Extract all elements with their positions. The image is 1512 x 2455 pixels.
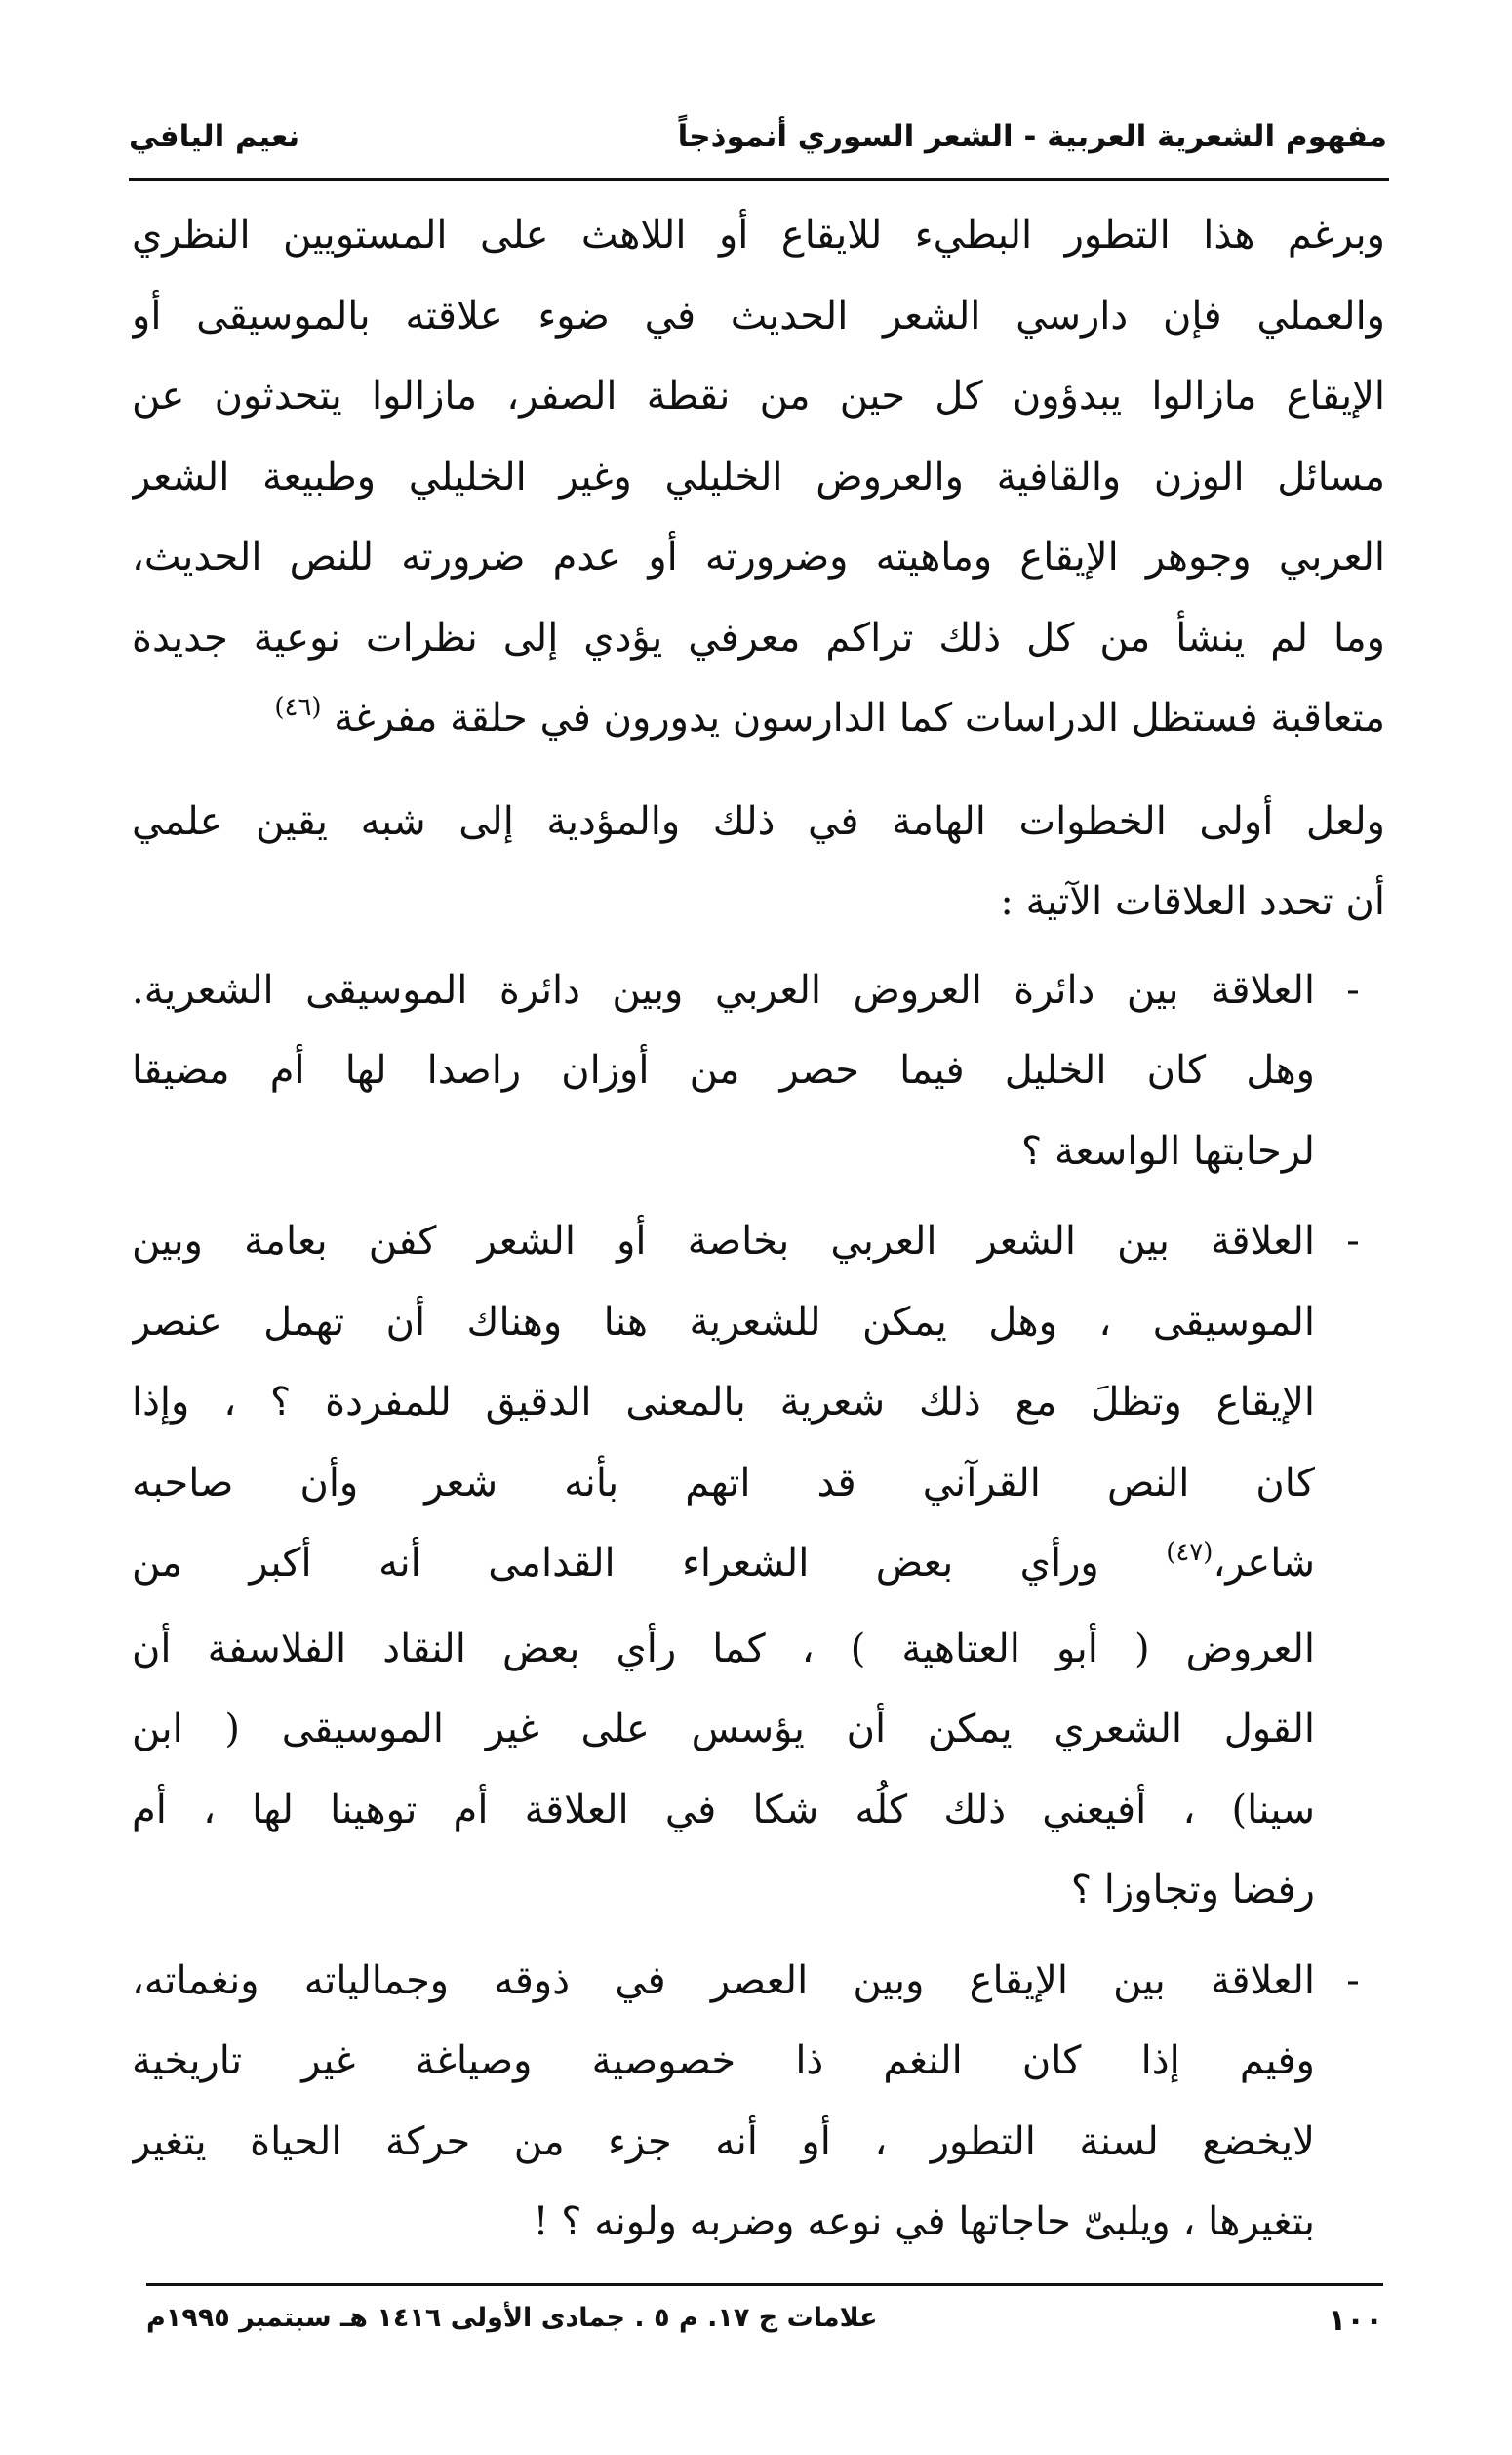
list-item [132,1201,1385,1931]
text-line: رفضا وتجاوزا ؟ [1070,1868,1315,1912]
text-line: وما لم ينشأ من كل ذلك تراكم معرفي يؤدي إلى نظرات نوعية جديدة [132,615,1385,661]
text-line: العلاقة بين الإيقاع وبين العصر في ذوقه وجمالياته ونغماته، [132,1957,1315,2003]
text-line: سينا) ، أفيعني ذلك كلُه شكا في العلاقة أم توهينا لها ، أم [132,1787,1315,1832]
paragraph-gap [132,764,1385,782]
list-dash: - [1346,1957,1360,2003]
text-line-start: شاعر، [1213,1541,1315,1586]
text-line: بتغيرها ، ويلبىّ حاجاتها في نوعه وضربه ولونه ؟ ! [533,2199,1315,2244]
text-line: ولعل أولى الخطوات الهامة في ذلك والمؤدية إلى شبه يقين علمي [132,798,1385,844]
paragraph-gap [132,1191,1385,1201]
list-dash: - [1346,967,1360,1013]
text-line: القول الشعري يمكن أن يؤسس على غير الموسيقى ( ابن [132,1707,1315,1751]
page-number: ١٠٠ [1328,2303,1383,2338]
text-line: لايخضع لسنة التطور ، أو أنه جزء من حركة الحياة يتغير [132,2118,1315,2164]
text-line: وبرغم هذا التطور البطيء للايقاع أو اللاهث على المستويين النظري [132,213,1385,258]
header-rule [129,178,1389,181]
text-line [132,1523,1315,1609]
text-line: العروض ( أبو العتاهية ) ، كما رأي بعض النقاد الفلاسفة أن [132,1626,1315,1671]
text-line-rest: ورأي بعض الشعراء القدامى أنه أكبر من [132,1541,1167,1586]
text-line: أن تحدد العلاقات الآتية : [1000,879,1385,924]
author-name: نعيم اليافي [129,119,300,154]
text-line: وهل كان الخليل فيما حصر من أوزان راصدا لها أم مضيقا [132,1048,1315,1093]
issue-info: علامات ج ١٧. م ٥ . جمادى الأولى ١٤١٦ هـ سبتمبر ١٩٩٥م [146,2303,878,2333]
text-line: الإيقاع وتظلَ مع ذلك شعرية بالمعنى الدقيق للمفردة ؟ ، وإذا [132,1380,1315,1425]
text-line [132,678,1385,764]
text-line: العربي وجوهر الإيقاع وماهيته وضرورته أو عدم ضرورته للنص الحديث، [132,535,1385,580]
text-line-content: متعاقبة فستظل الدراسات كما الدارسون يدورون في حلقة مفرغة [334,696,1385,741]
running-header [129,109,1387,178]
paragraph-2 [132,782,1385,943]
text-line: مسائل الوزن والقافية والعروض الخليلي وغير الخليلي وطبيعة الشعر [132,454,1385,500]
text-line: والعملي فإن دارسي الشعر الحديث في ضوء علاقته بالموسيقى أو [132,293,1385,339]
paragraph-gap [132,1931,1385,1941]
list-dash: - [1346,1219,1360,1264]
body-text [132,195,1385,2263]
journal-title: مفهوم الشعرية العربية - الشعر السوري أنموذجاً [677,119,1387,154]
text-line: كان النص القرآني قد اتهم بأنه شعر وأن صاحبه [132,1460,1315,1506]
text-line: العلاقة بين الشعر العربي بخاصة أو الشعر كفن بعامة وبين [132,1219,1315,1264]
text-line: الإيقاع مازالوا يبدؤون كل حين من نقطة الصفر، مازالوا يتحدثون عن [132,374,1385,419]
footnote-ref-46: (٤٦) [274,693,322,722]
text-line: وفيم إذا كان النغم ذا خصوصية وصياغة غير تاريخية [132,2038,1315,2083]
running-footer [146,2295,1383,2354]
text-line: العلاقة بين دائرة العروض العربي وبين دائرة الموسيقى الشعرية. [132,967,1315,1013]
text-line: لرحابتها الواسعة ؟ [1021,1128,1315,1174]
list-item [132,950,1385,1192]
footer-rule [146,2283,1383,2286]
footnote-ref-47: (٤٧) [1166,1538,1214,1567]
list-item [132,1941,1385,2263]
paragraph-1 [132,195,1385,764]
text-line: الموسيقى ، وهل يمكن للشعرية هنا وهناك أن تهمل عنصر [132,1299,1315,1345]
paragraph-gap [132,943,1385,950]
